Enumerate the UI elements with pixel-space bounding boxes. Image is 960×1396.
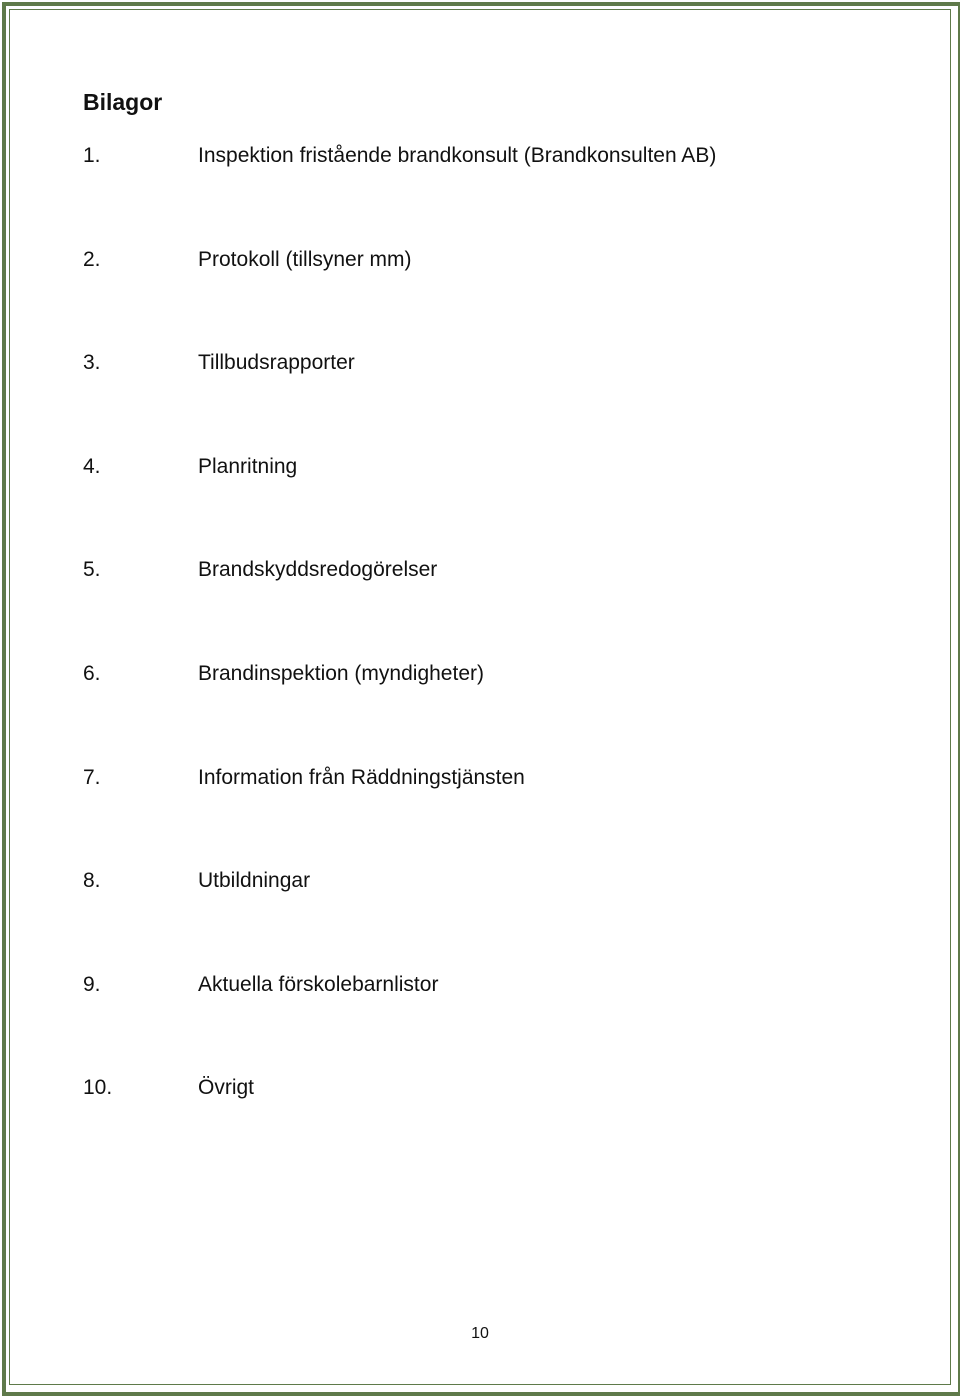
attachment-text: Protokoll (tillsyner mm)	[198, 247, 412, 271]
attachment-item-5	[83, 554, 716, 658]
attachment-number: 5.	[83, 558, 101, 582]
attachment-text: Planritning	[198, 454, 298, 478]
attachment-item-4	[83, 451, 716, 555]
attachment-number: 6.	[83, 661, 101, 685]
attachment-number: 1.	[83, 144, 101, 167]
attachment-item-8	[83, 865, 716, 969]
attachment-item-7	[83, 762, 716, 866]
attachment-item-10	[83, 1072, 716, 1176]
attachment-text: Tillbudsrapporter	[198, 351, 355, 375]
attachment-item-9	[83, 969, 716, 1073]
page-number: 10	[471, 1325, 489, 1342]
attachment-text: Övrigt	[198, 1076, 255, 1100]
attachment-number: 7.	[83, 765, 101, 789]
document-heading: Bilagor	[83, 89, 163, 115]
attachment-number: 8.	[83, 869, 101, 893]
attachment-item-2	[83, 244, 716, 348]
attachment-item-6	[83, 658, 716, 762]
attachment-text: Information från Räddningstjänsten	[198, 765, 525, 789]
attachment-number: 2.	[83, 247, 101, 271]
attachment-number: 4.	[83, 454, 101, 478]
attachment-text: Brandinspektion (myndigheter)	[198, 661, 484, 685]
attachment-list	[83, 140, 716, 1176]
attachment-text: Aktuella förskolebarnlistor	[198, 972, 439, 996]
attachment-item-1	[83, 140, 716, 244]
attachment-number: 9.	[83, 972, 101, 996]
attachment-number: 3.	[83, 351, 101, 375]
attachment-text: Utbildningar	[198, 869, 311, 893]
attachment-text: Brandskyddsredogörelser	[198, 558, 438, 582]
attachment-text: Inspektion fristående brandkonsult (Brandkonsulten AB)	[198, 144, 717, 167]
attachment-number: 10.	[83, 1076, 113, 1100]
attachment-item-3	[83, 347, 716, 451]
